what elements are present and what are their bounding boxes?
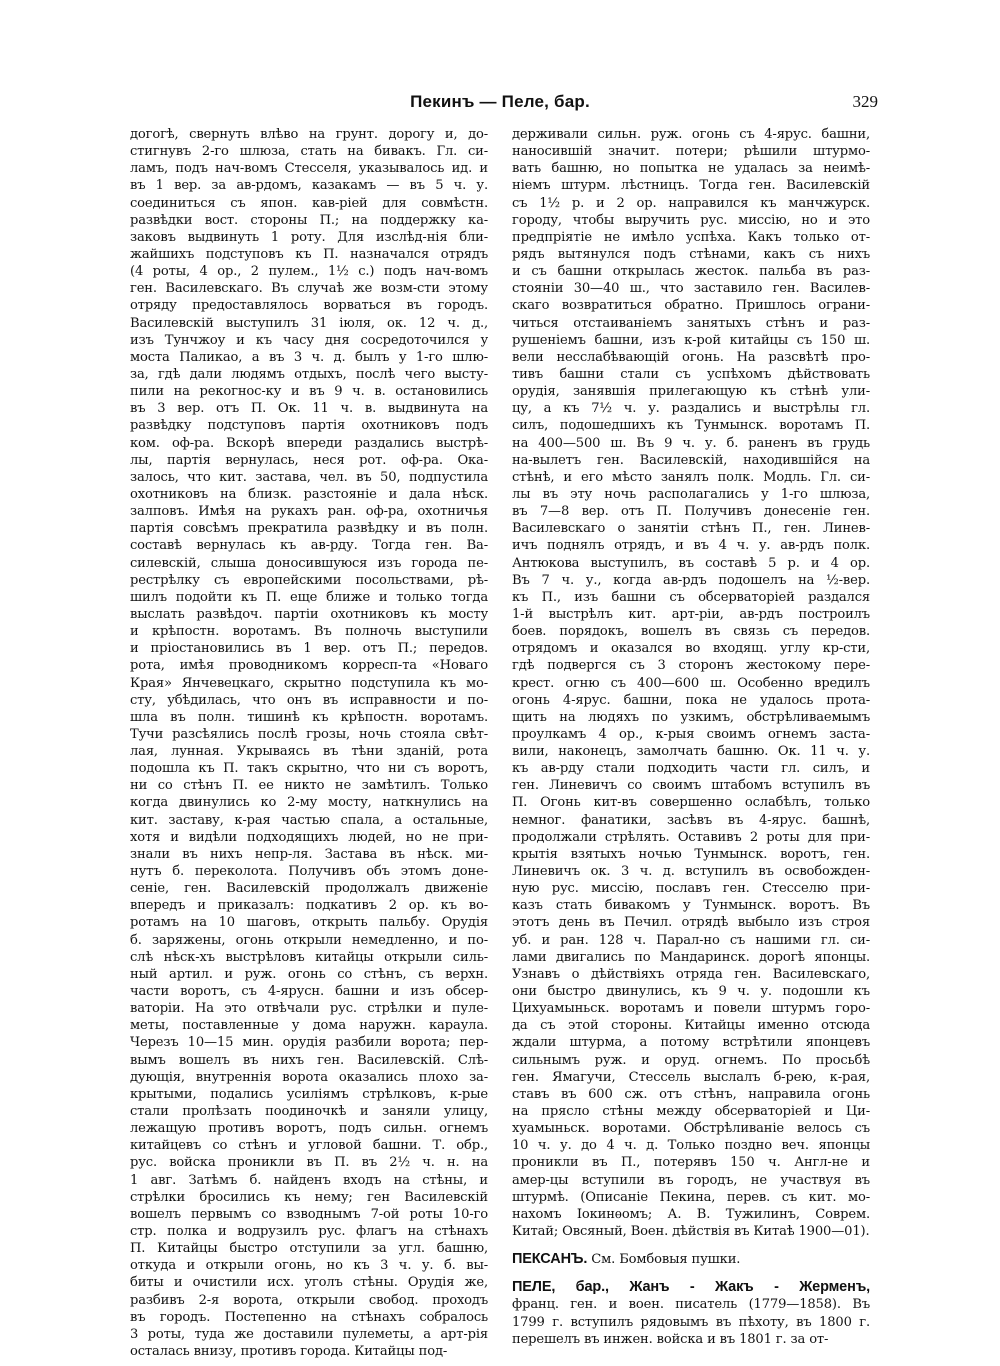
text-line: впередъ и приказалъ: подкативъ 2 ор. къ во- xyxy=(130,898,488,914)
text-line: П. Огонь кит-въ совершенно ослабѣлъ, только xyxy=(512,795,870,811)
text-line: казъ стать бивакомъ у Тунмынск. воротъ. Въ xyxy=(512,898,870,914)
text-line: стояніи 30—40 ш., что заставило ген. Василев- xyxy=(512,281,870,297)
text-line: ген. Линевичъ со своимъ штабомъ вступилъ въ xyxy=(512,778,870,794)
text-line: съ 1½ р. и 2 ор. направился къ манчжурск. xyxy=(512,195,870,211)
text-line: 3 роты, туда же доставили пулеметы, а арт-рія xyxy=(130,1326,488,1342)
text-line: крытыми, подались усиліямъ стрѣлковъ, к-рые xyxy=(130,1086,488,1102)
text-line: къ П., изъ башни съ обсерваторіей раздался xyxy=(512,589,870,605)
text-line: лы, партія вернулась, неся рот. оф-ра. Ока- xyxy=(130,452,488,468)
text-line: ный артил. и руж. огонь со стѣнъ, съ верхн. xyxy=(130,966,488,982)
entry-headword: ПЕКСАНЪ. xyxy=(512,1251,588,1268)
text-line: хуамыньск. воротами. Обстрѣливаніе велось съ xyxy=(512,1121,870,1137)
running-title: Пекинъ — Пеле, бар. xyxy=(410,92,590,111)
text-line: Узнавъ о дѣйствіяхъ отряда ген. Василевскаго, xyxy=(512,966,870,982)
text-line: лая, лунная. Укрываясь въ тѣни зданій, рота xyxy=(130,744,488,760)
text-line: сильнымъ руж. и оруд. огнемъ. По просьбѣ xyxy=(512,1052,870,1068)
text-line: (4 роты, 4 ор., 2 пулем., 1½ с.) подъ нач-вомъ xyxy=(130,264,488,280)
text-line: отряду предоставлялось ворваться въ городъ. xyxy=(130,298,488,314)
text-line: стрѣлки бросились къ нему; ген Василевскій xyxy=(130,1189,488,1205)
text-line: изъ Тунчжоу и къ часу дня сосредоточился у xyxy=(130,332,488,348)
text-line: силъ, подошедшихъ къ Тунмынск. воротамъ П. xyxy=(512,418,870,434)
text-line: на-вылетъ ген. Василевскій, находившійся на xyxy=(512,452,870,468)
text-line: когда двинулись ко 2-му мосту, наткнулись на xyxy=(130,795,488,811)
text-line: Василевскій выступилъ 31 іюля, ок. 12 ч. д., xyxy=(130,315,488,331)
text-line: Китай; Овсяный, Воен. дѣйствія въ Китаѣ 1900—01). xyxy=(512,1224,870,1239)
text-line: партія совсѣмъ прекратила развѣдку и въ полн. xyxy=(130,521,488,537)
text-line: продолжали стрѣлять. Оставивъ 2 роты для при- xyxy=(512,829,870,845)
text-line: жайшихъ подступовъ къ П. назначался отрядъ xyxy=(130,246,488,262)
text-line: шилъ подойти къ П. еще ближе и только тогда xyxy=(130,589,488,605)
text-line: стигнувъ 2-го шлюза, стать на бивакъ. Гл. си- xyxy=(130,144,488,160)
text-line: 1 авг. Затѣмъ б. найденъ входъ на стѣны, и xyxy=(130,1172,488,1188)
text-line: стр. полка и водрузилъ рус. флагъ на стѣнахъ xyxy=(130,1224,488,1239)
text-line: они быстро двинулись, къ 9 ч. у. подошли къ xyxy=(512,984,870,1000)
text-line: ставъ въ 600 сж. отъ стѣнъ, направила огонь xyxy=(512,1086,870,1102)
text-line: вать башню, но попытка не удалась за неимѣ- xyxy=(512,161,870,177)
text-line: П. Китайцы быстро отступили за угл. башню, xyxy=(130,1241,488,1257)
text-line: къ ав-рду стали подходить части гл. силъ, и xyxy=(512,761,870,777)
text-line: 10 ч. у. до 4 ч. д. Только поздно веч. японцы xyxy=(512,1138,870,1154)
page-header xyxy=(122,92,878,116)
text-line: стѣнѣ, и его мѣсто занялъ полк. Модль. Гл. си- xyxy=(512,469,870,485)
text-line: Края» Янчевецкаго, скрытно подступила къ мо- xyxy=(130,675,488,691)
text-line: залось, что кит. застава, чел. въ 50, подпустила xyxy=(130,469,488,485)
text-line: читься отстаиваніемъ занятыхъ стѣнъ и раз- xyxy=(512,315,870,331)
text-line: франц. ген. и воен. писатель (1779—1858). Въ xyxy=(512,1297,870,1313)
text-line: въ 1 вер. за ав-рдомъ, казакамъ — въ 5 ч. у. xyxy=(130,178,488,194)
text-line: сту, убѣдилась, что онъ въ исправности и по- xyxy=(130,692,488,708)
text-line: и крѣпостн. воротамъ. Въ полночь выступили xyxy=(130,624,488,640)
text-line: Линевичъ ок. 3 ч. д. вступилъ въ освобожден- xyxy=(512,864,870,880)
text-line: Въ 7 ч. у., когда ав-рдъ подошелъ на ½-вер. xyxy=(512,572,870,588)
text-line: меты, поставленные у дома наружн. караула. xyxy=(130,1018,488,1034)
text-line: кит. заставу, к-рая частью спала, а остальные, xyxy=(130,812,488,828)
text-line: стали пролѣзать поодиночкѣ и заняли улицу, xyxy=(130,1104,488,1120)
text-line: скаго возвратиться обратно. Пришлось ограни- xyxy=(512,298,870,314)
text-line: рушеніемъ башни, изъ к-рой китайцы съ 150 ш. xyxy=(512,332,870,348)
text-line: китайцевъ со стѣнъ и угловой башни. Т. обр., xyxy=(130,1138,488,1154)
text-line: откуда и открыли огонь, но къ 3 ч. у. б. вы- xyxy=(130,1258,488,1274)
text-line: амер-цы вступили въ городъ, не участвуя въ xyxy=(512,1172,870,1188)
text-line: вошелъ первымъ со взводнымъ 7-ой роты 10-го xyxy=(130,1206,488,1222)
text-line: биты и очистили исх. уголъ стѣны. Орудія же, xyxy=(130,1275,488,1291)
text-line: рестрѣлку съ европейскими посольствами, рѣ- xyxy=(130,572,488,588)
text-line: Василевскаго о занятіи стѣнъ П., ген. Линев- xyxy=(512,521,870,537)
text-line: щить на людяхъ по узкимъ, обстрѣливаемымъ xyxy=(512,709,870,725)
text-line: цу, а къ 7½ ч. у. раздались и выстрѣлы гл. xyxy=(512,401,870,417)
entry-peksan xyxy=(512,1251,870,1268)
text-line: составѣ вернулась къ ав-рду. Тогда ген. Ва- xyxy=(130,538,488,554)
text-line: 1799 г. вступилъ рядовымъ въ пѣхоту, въ 1800 г. xyxy=(512,1314,870,1330)
text-line: перешелъ въ инжен. войска и въ 1801 г. за от- xyxy=(512,1331,829,1347)
text-line: вели несслабѣвающій огонь. На разсвѣтѣ про- xyxy=(512,349,870,365)
entry-gap xyxy=(512,1268,870,1279)
text-line: боев. порядокъ, вошелъ въ связь съ передов. xyxy=(512,624,870,640)
text-line: орудія, занявшія прилегающую къ стѣнѣ ули- xyxy=(512,384,870,400)
text-line: на 400—500 ш. Въ 9 ч. у. б. раненъ въ грудь xyxy=(512,435,870,451)
page-number: 329 xyxy=(852,92,878,111)
text-line: выслать развѣдоч. партіи охотниковъ къ мосту xyxy=(130,606,488,622)
text-line: подошла къ П. такъ скрытно, что ни съ воротъ, xyxy=(130,761,488,777)
text-line: въ 3 вер. отъ П. Ок. 11 ч. в. выдвинута на xyxy=(130,401,488,417)
text-line: Цихуамыньск. воротамъ и повели штурмъ горо- xyxy=(512,1001,870,1017)
text-line: нахомъ Іокинѳомъ; А. В. Тужилинъ, Соврем. xyxy=(512,1206,870,1222)
right-column xyxy=(512,126,870,1348)
text-line: ни со стѣнъ П. ее никто не замѣтилъ. Только xyxy=(130,778,488,794)
text-line: да съ этой стороны. Китайцы именно отсюда xyxy=(512,1018,870,1034)
text-line: ваторіи. На это отвѣчали рус. стрѣлки и пуле- xyxy=(130,1001,488,1017)
text-line: за, гдѣ дали людямъ отдыхъ, послѣ чего высту- xyxy=(130,366,488,382)
text-line: лы въ эту ночь располагались у 1-го шлюза, xyxy=(512,486,870,502)
text-line: ніемъ штурм. лѣстницъ. Тогда ген. Василевскій xyxy=(512,178,870,194)
text-line: 1-й выстрѣлъ кит. арт-ріи, ав-рдъ построилъ xyxy=(512,606,870,622)
text-line: рота, имѣя проводникомъ корресп-та «Новаго xyxy=(130,658,488,674)
text-line: въ городъ. Постепенно на стѣнахъ собралось xyxy=(130,1309,488,1325)
entry-gap xyxy=(512,1240,870,1251)
text-line: силевскій, слыша доносившуюся изъ города пе- xyxy=(130,555,488,571)
entry-headword: ПЕЛЕ, бар., Жанъ - Жакъ - Жерменъ, xyxy=(512,1279,870,1296)
text-line: залповъ. Имѣя на рукахъ ран. оф-ра, охотничья xyxy=(130,504,488,520)
text-line: держивали сильн. руж. огонь съ 4-ярус. башни, xyxy=(512,127,870,142)
text-line: заковъ выдвинуть 1 роту. Для изслѣд-нія бли- xyxy=(130,229,488,245)
text-line: и съ башни открылась жесток. пальба въ раз- xyxy=(512,264,870,280)
text-line: вили, наконецъ, замолчать башню. Ок. 11 ч. у. xyxy=(512,744,870,760)
text-line: соединиться съ япон. кав-ріей для совмѣстн. xyxy=(130,195,488,211)
text-line: проникли въ П., потерявъ 150 ч. Англ-не и xyxy=(512,1155,870,1171)
text-line: крест. огню съ 400—600 ш. Особенно вредилъ xyxy=(512,675,870,691)
text-line: тивъ башни стали съ успѣхомъ дѣйствовать xyxy=(512,366,870,382)
text-line: Антюкова выступилъ, въ составѣ 5 р. и 4 ор. xyxy=(512,555,870,571)
text-line: проулкамъ 4 ор., к-рыя своимъ огнемъ заста- xyxy=(512,726,870,742)
text-line: б. заряжены, огонь открыли немедленно, и по- xyxy=(130,932,488,948)
text-line: рус. войска проникли въ П. въ 2½ ч. н. на xyxy=(130,1155,488,1171)
text-line: въ 7—8 вер. отъ П. Получивъ донесеніе ген. xyxy=(512,504,870,520)
text-line: крытія взятыхъ ночью Тунмынск. воротъ, ген. xyxy=(512,846,870,862)
text-line: гдѣ подвергся съ 3 сторонъ жестокому пере- xyxy=(512,658,870,674)
text-line: огонь 4-ярус. башни, пока не удалось прота- xyxy=(512,692,870,708)
text-line: дующія, внутреннія ворота оказались плохо за- xyxy=(130,1069,488,1085)
text-line: ную рус. миссію, пославъ ген. Стесселю при- xyxy=(512,881,870,897)
text-line: разбивъ 2-я ворота, открыли свобод. проходъ xyxy=(130,1292,488,1308)
text-line: слѣ нѣск-хъ выстрѣловъ китайцы открыли силь- xyxy=(130,949,488,965)
text-line: лежащую противъ воротъ, подъ сильн. огнемъ xyxy=(130,1121,488,1137)
text-line: хотя и видѣли подходящихъ людей, но не при- xyxy=(130,829,488,845)
text-line: сеніе, ген. Василевскій продолжалъ движеніе xyxy=(130,881,488,897)
text-line: догогѣ, свернуть влѣво на грунт. дорогу и, до- xyxy=(130,127,488,142)
text-line: шла въ полн. тишинѣ къ крѣпостн. воротамъ. xyxy=(130,709,488,725)
left-column xyxy=(130,126,488,1360)
text-line: ичъ поднялъ отрядъ, и въ 4 ч. у. ав-рдъ полк. xyxy=(512,538,870,554)
text-line: развѣдку подступовъ партія охотниковъ подъ xyxy=(130,418,488,434)
text-line: знали въ нихъ непр-ля. Застава въ нѣск. ми- xyxy=(130,846,488,862)
entry-crossref: См. Бомбовыя пушки. xyxy=(587,1252,741,1268)
text-line: нутъ б. переколота. Получивъ объ этомъ доне- xyxy=(130,864,488,880)
text-line: развѣдки вост. стороны П.; на поддержку ка- xyxy=(130,212,488,228)
text-line: Тучи разсѣялись послѣ грозы, ночь стояла свѣт- xyxy=(130,726,488,742)
text-line: и пріостановились въ 1 вер. отъ П.; передов. xyxy=(130,641,488,657)
text-line: предпріятіе не имѣло успѣха. Какъ только от- xyxy=(512,229,870,245)
text-line: моста Паликао, а въ 3 ч. д. былъ у 1-го шлю- xyxy=(130,349,488,365)
text-line: ламъ, подъ нач-вомъ Стесселя, указывалось ид. и xyxy=(130,161,488,177)
entry-pele-heading xyxy=(512,1279,870,1296)
text-line: штурмѣ. (Описаніе Пекина, перев. съ кит. мо- xyxy=(512,1189,870,1205)
text-line: части воротъ, съ 4-ярусн. башни и изъ обсер- xyxy=(130,984,488,1000)
text-line: ген. Василевскаго. Въ случаѣ же возм-сти этому xyxy=(130,281,488,297)
text-line: городу, чтобы выручить рус. миссію, но и это xyxy=(512,212,870,228)
text-line: отрядомъ и оказался во входящ. углу кр-сти, xyxy=(512,641,870,657)
text-line: на прясло стѣны между обсерваторіей и Ци- xyxy=(512,1104,870,1120)
text-line: немног. фанатики, засѣвъ въ 4-ярус. башнѣ, xyxy=(512,812,870,828)
text-line: лами двигались по Мандаринск. дорогѣ японцы. xyxy=(512,949,870,965)
text-line: этотъ день въ Печил. отрядѣ выбыло изъ строя xyxy=(512,915,870,931)
text-line: Черезъ 10—15 мин. орудія разбили ворота; пер- xyxy=(130,1035,488,1051)
text-line: наносившій значит. потери; рѣшили штурмо- xyxy=(512,144,870,160)
text-line: пили на рекогнос-ку и въ 9 ч. в. остановились xyxy=(130,384,488,400)
text-line: уб. и ран. 128 ч. Парал-но съ нашими гл. си- xyxy=(512,932,870,948)
text-line: ком. оф-ра. Вскорѣ впереди раздались выстрѣ- xyxy=(130,435,488,451)
text-line: ждали штурма, а потому встрѣтили японцевъ xyxy=(512,1035,870,1051)
text-line: охотниковъ на близк. разстояніе и дала нѣск. xyxy=(130,486,488,502)
text-line: вымъ вошелъ въ нихъ ген. Василевскій. Слѣ- xyxy=(130,1052,488,1068)
text-line: рядъ вытянулся подъ стѣнами, какъ съ нихъ xyxy=(512,246,870,262)
text-line: осталась внизу, противъ города. Китайцы под- xyxy=(130,1343,448,1359)
text-line: ген. Ямагучи, Стессель выслалъ б-рею, к-рая, xyxy=(512,1069,870,1085)
text-line: ротамъ на 10 шаговъ, открыть пальбу. Орудія xyxy=(130,915,488,931)
